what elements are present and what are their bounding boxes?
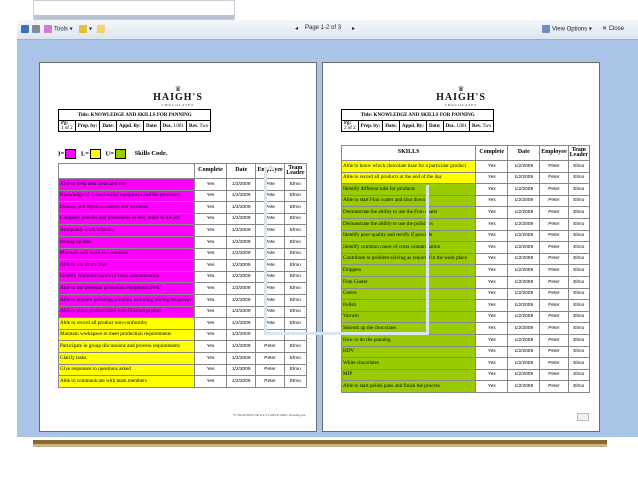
leader-cell: Elmo: [284, 179, 306, 191]
employee-cell: Pete: [256, 283, 284, 295]
complete-cell: Yes: [476, 288, 508, 300]
employee-cell: Peter: [540, 358, 568, 370]
date-cell: 1/2/2009: [227, 248, 256, 260]
date-cell: 1/2/2009: [508, 300, 540, 312]
date-cell: 1/2/2009: [227, 179, 256, 191]
skill-cell: Centre: [342, 288, 476, 300]
skill-cell: Varnish: [342, 311, 476, 323]
leader-cell: Elmo: [568, 242, 589, 254]
skill-cell: Give responses to questions asked: [59, 364, 195, 376]
complete-cell: Yes: [195, 318, 227, 330]
date-cell: 1/2/2009: [227, 306, 256, 318]
date-cell: 1/2/2009: [227, 294, 256, 306]
column-header: Complete: [195, 164, 227, 179]
date-cell: 1/2/2009: [508, 311, 540, 323]
employee-cell: Peter: [540, 288, 568, 300]
leader-cell: Elmo: [568, 300, 589, 312]
complete-cell: Yes: [195, 179, 227, 191]
date-cell: 1/2/2009: [508, 253, 540, 265]
close-button[interactable]: ✕ Close: [602, 26, 625, 32]
complete-cell: Yes: [195, 225, 227, 237]
leader-cell: Elmo: [568, 207, 589, 219]
date-cell: 1/2/2009: [227, 190, 256, 202]
employee-cell: Peter: [540, 311, 568, 323]
skill-cell: Identify and report accidents and incidents: [59, 202, 195, 214]
employee-cell: Peter: [540, 276, 568, 288]
date-cell: 1/2/2009: [227, 225, 256, 237]
complete-cell: Yes: [476, 300, 508, 312]
leader-cell: Elmo: [284, 364, 306, 376]
date-cell: 1/2/2009: [508, 369, 540, 381]
employee-cell: Peter: [540, 207, 568, 219]
skill-cell: Able to record all products at the end of the day: [342, 172, 476, 184]
crest-icon: ♛: [174, 85, 182, 93]
column-header: Team Leader: [284, 164, 306, 179]
table-row: [59, 341, 307, 353]
complete-cell: Yes: [195, 329, 227, 341]
skill-cell: Polish: [342, 300, 476, 312]
date-cell: 1/2/2009: [508, 218, 540, 230]
leader-cell: Elmo: [284, 283, 306, 295]
leader-cell: Elmo: [568, 195, 589, 207]
leader-cell: Elmo: [568, 369, 589, 381]
employee-cell: Peter: [256, 376, 284, 388]
date-cell: 1/2/2009: [508, 230, 540, 242]
employee-cell: Pete: [256, 225, 284, 237]
doc-title: Title: KNOWLEDGE AND SKILLS FOR PANNING: [59, 110, 211, 121]
leader-cell: Elmo: [284, 376, 306, 388]
skill-cell: Able to keep area clean and tidy: [59, 179, 195, 191]
date-cell: 1/2/2009: [227, 202, 256, 214]
complete-cell: Yes: [195, 248, 227, 260]
close-icon: ✕: [602, 26, 608, 32]
table-row: [342, 161, 590, 173]
complete-cell: Yes: [476, 184, 508, 196]
tools-icon: [44, 25, 52, 33]
haighs-logo: ♛ HAIGH'S CHOCOLATES: [323, 85, 599, 107]
haighs-logo: ♛ HAIGH'S CHOCOLATES: [40, 85, 316, 107]
column-header: Team Leader: [568, 146, 589, 161]
leader-cell: Elmo: [284, 352, 306, 364]
table-row: [342, 172, 590, 184]
leader-cell: Elmo: [284, 260, 306, 272]
date-cell: Date:: [383, 121, 400, 132]
prev-page-button[interactable]: ◂: [295, 26, 299, 32]
skill-cell: Identify different tubs for products: [342, 184, 476, 196]
complete-cell: Yes: [476, 207, 508, 219]
connector-horizontal: [264, 329, 429, 335]
pg-cell: Pg: 2 of 2: [342, 121, 359, 132]
skill-cell: Acceptable work behavior: [59, 225, 195, 237]
connector-right-vertical: [423, 185, 429, 332]
employee-cell: Pete: [256, 271, 284, 283]
skill-cell: Able to start polish pans and finish the process: [342, 381, 476, 393]
pen-icon: [79, 25, 87, 33]
top-window-strip: [33, 0, 235, 20]
table-row: [342, 346, 590, 358]
table-row: [342, 369, 590, 381]
complete-cell: Yes: [476, 334, 508, 346]
table-row: [59, 352, 307, 364]
doc-header-table: [58, 109, 211, 132]
date-cell: 1/2/2009: [227, 364, 256, 376]
doc-cell: Doc. L081: [443, 121, 469, 132]
leader-cell: Elmo: [568, 311, 589, 323]
employee-cell: Peter: [540, 242, 568, 254]
complete-cell: Yes: [476, 265, 508, 277]
save-icon[interactable]: [21, 25, 31, 33]
leader-cell: Elmo: [284, 294, 306, 306]
leader-cell: Elmo: [568, 218, 589, 230]
leader-cell: Elmo: [284, 248, 306, 260]
column-header: Date: [508, 146, 540, 161]
complete-cell: Yes: [476, 161, 508, 173]
document-viewer[interactable]: [17, 40, 638, 437]
date-cell: 1/2/2009: [227, 376, 256, 388]
complete-cell: Yes: [476, 276, 508, 288]
skill-cell: Participate in group discussions and process requirements: [59, 341, 195, 353]
skill-cell: Able to prepare polishing solution, including mixing the polish: [59, 294, 195, 306]
employee-cell: Peter: [540, 172, 568, 184]
page-2: [322, 62, 600, 432]
complete-cell: Yes: [195, 260, 227, 272]
complete-cell: Yes: [476, 381, 508, 393]
doc-cell: Doc. L081: [160, 121, 186, 132]
leader-cell: Elmo: [568, 323, 589, 335]
skill-cell: Demonstrate the ability to use the polishers: [342, 218, 476, 230]
appd-cell: Appd. By:: [399, 121, 426, 132]
column-header: Complete: [476, 146, 508, 161]
leader-cell: Elmo: [284, 213, 306, 225]
employee-cell: Pete: [256, 306, 284, 318]
doc-header-table: [341, 109, 494, 132]
leader-cell: Elmo: [568, 346, 589, 358]
complete-cell: Yes: [195, 271, 227, 283]
employee-cell: Peter: [540, 369, 568, 381]
employee-cell: Pete: [256, 190, 284, 202]
page-1: [39, 62, 317, 432]
complete-cell: Yes: [476, 172, 508, 184]
leader-cell: Elmo: [568, 172, 589, 184]
table-row: [342, 218, 590, 230]
tools-menu[interactable]: Tools ▾: [44, 25, 73, 33]
complete-cell: Yes: [195, 364, 227, 376]
leader-cell: Elmo: [284, 236, 306, 248]
employee-cell: Peter: [540, 346, 568, 358]
date-cell: 1/2/2009: [508, 381, 540, 393]
employee-cell: Peter: [540, 161, 568, 173]
employee-cell: Pete: [256, 236, 284, 248]
date-cell: 1/2/2009: [227, 329, 256, 341]
skill-cell: Finn Coater: [342, 276, 476, 288]
skill-cell: Able to start Finn coater and shut down: [342, 195, 476, 207]
table-row: [342, 276, 590, 288]
complete-cell: Yes: [195, 294, 227, 306]
date-cell: 1/2/2009: [508, 276, 540, 288]
prep-cell: Prep. by:: [75, 121, 100, 132]
leader-cell: Elmo: [284, 202, 306, 214]
leader-cell: Elmo: [568, 276, 589, 288]
skill-cell: Identify common causes of cross contamination: [59, 271, 195, 283]
appd-cell: Appd. By:: [116, 121, 143, 132]
comment-button[interactable]: [97, 25, 107, 33]
date-cell: Date:: [100, 121, 117, 132]
date-cell: 1/2/2009: [227, 213, 256, 225]
column-header: Employee: [256, 164, 284, 179]
complete-cell: Yes: [195, 190, 227, 202]
skill-cell: Maintain workspace to meet production requirements: [59, 329, 195, 341]
skill-cell: Contribute to problem solving as required in the work place: [342, 253, 476, 265]
table-row: [342, 242, 590, 254]
date-cell: 1/2/2009: [508, 207, 540, 219]
legend-green-swatch: [115, 149, 126, 159]
table-row: [59, 376, 307, 388]
leader-cell: Elmo: [568, 381, 589, 393]
leader-cell: Elmo: [568, 358, 589, 370]
leader-cell: Elmo: [284, 306, 306, 318]
employee-cell: Pete: [256, 248, 284, 260]
complete-cell: Yes: [476, 346, 508, 358]
file-path-footer: Y:\TRAINING\SKILLS TABLE\Skills Panning.doc: [233, 413, 306, 417]
complete-cell: Yes: [476, 242, 508, 254]
date-cell: 1/2/2009: [508, 161, 540, 173]
comment-icon: [97, 25, 105, 33]
date-cell: 1/2/2009: [227, 318, 256, 330]
skill-cell: Able to use drum tilter: [59, 260, 195, 272]
employee-cell: Peter: [540, 253, 568, 265]
complete-cell: Yes: [476, 311, 508, 323]
employee-cell: Peter: [256, 341, 284, 353]
print-icon[interactable]: [32, 25, 42, 33]
employee-cell: Peter: [540, 381, 568, 393]
leader-cell: Elmo: [284, 190, 306, 202]
complete-cell: Yes: [195, 202, 227, 214]
date-cell: 1/2/2009: [227, 271, 256, 283]
table-row: [342, 230, 590, 242]
skill-cell: Maintain safe work environment: [59, 248, 195, 260]
date-cell: 1/2/2009: [227, 236, 256, 248]
date-cell: 1/2/2009: [508, 265, 540, 277]
skill-cell: MIP: [342, 369, 476, 381]
skill-cell: Clarify tasks: [59, 352, 195, 364]
table-row: [342, 381, 590, 393]
date-cell: 1/2/2009: [508, 334, 540, 346]
view-icon: [542, 25, 550, 33]
leader-cell: Elmo: [568, 230, 589, 242]
complete-cell: Yes: [476, 358, 508, 370]
leader-cell: Elmo: [284, 225, 306, 237]
complete-cell: Yes: [195, 213, 227, 225]
skill-cell: Identify common cause of cross contamination: [342, 242, 476, 254]
date-cell: 1/2/2009: [508, 184, 540, 196]
table-row: [342, 184, 590, 196]
date-cell: 1/2/2009: [508, 323, 540, 335]
employee-cell: Pete: [256, 179, 284, 191]
employee-cell: Peter: [540, 184, 568, 196]
leader-cell: Elmo: [568, 253, 589, 265]
leader-cell: Elmo: [568, 334, 589, 346]
complete-cell: Yes: [195, 283, 227, 295]
date-cell: 1/2/2009: [227, 260, 256, 272]
skills-table-page-2: [341, 145, 590, 393]
skill-cell: White chocolates: [342, 358, 476, 370]
skill-cell: Drippers: [342, 265, 476, 277]
complete-cell: Yes: [195, 306, 227, 318]
complete-cell: Yes: [195, 352, 227, 364]
skill-cell: Identify poor quality and rectify if possible: [342, 230, 476, 242]
employee-cell: Peter: [540, 195, 568, 207]
skill-cell: Able to use personal protection equipment (PPE): [59, 283, 195, 295]
view-options-menu[interactable]: View Options ▾: [542, 25, 592, 33]
employee-cell: Pete: [256, 202, 284, 214]
next-page-button[interactable]: ▸: [352, 26, 356, 32]
skill-cell: Smooth up the chocolates: [342, 323, 476, 335]
prep-cell: Prep. by:: [358, 121, 383, 132]
leader-cell: Elmo: [284, 271, 306, 283]
skills-legend: I= L= U= Skills Code.: [58, 150, 168, 158]
employee-cell: Pete: [256, 318, 284, 330]
pg-cell: Pg: 1 of 2: [59, 121, 76, 132]
date-cell: 1/2/2009: [508, 195, 540, 207]
date-cell: 1/2/2009: [227, 352, 256, 364]
complete-cell: Yes: [476, 253, 508, 265]
skill-cell: HDV: [342, 346, 476, 358]
column-header: SKILLS: [342, 146, 476, 161]
leader-cell: Elmo: [568, 265, 589, 277]
table-row: [342, 300, 590, 312]
rev-cell: Rev. Two: [470, 121, 494, 132]
leader-cell: Elmo: [568, 184, 589, 196]
employee-cell: Pete: [256, 294, 284, 306]
table-row: [59, 364, 307, 376]
skill-cell: Able to communicate with team members: [59, 376, 195, 388]
employee-cell: Peter: [540, 265, 568, 277]
page-curl-icon: [577, 413, 589, 421]
employee-cell: Peter: [256, 352, 284, 364]
skill-cell: Able to place product label with finished product: [59, 306, 195, 318]
complete-cell: Yes: [476, 230, 508, 242]
employee-cell: Peter: [540, 300, 568, 312]
employee-cell: Peter: [540, 323, 568, 335]
table-header-row: [342, 146, 590, 161]
table-row: [342, 334, 590, 346]
table-row: [342, 207, 590, 219]
date2-cell: Date:: [426, 121, 443, 132]
date2-cell: Date:: [143, 121, 160, 132]
complete-cell: Yes: [476, 195, 508, 207]
connector-left-vertical: [264, 167, 275, 335]
table-row: [342, 311, 590, 323]
leader-cell: Elmo: [284, 341, 306, 353]
crest-icon: ♛: [457, 85, 465, 93]
legend-magenta-swatch: [65, 149, 76, 159]
table-row: [342, 288, 590, 300]
date-cell: 1/2/2009: [508, 358, 540, 370]
employee-cell: Peter: [540, 334, 568, 346]
complete-cell: Yes: [195, 376, 227, 388]
toolbar: [17, 20, 638, 40]
employee-cell: Peter: [256, 364, 284, 376]
table-row: [342, 195, 590, 207]
date-cell: 1/2/2009: [227, 283, 256, 295]
employee-cell: Pete: [256, 213, 284, 225]
complete-cell: Yes: [195, 341, 227, 353]
skill-cell: Demonstrate the ability to use the Finn coater: [342, 207, 476, 219]
date-cell: 1/2/2009: [508, 172, 540, 184]
column-header: Date: [227, 164, 256, 179]
skill-cell: Knowledge of correct safety equipment and the processes: [59, 190, 195, 202]
date-cell: 1/2/2009: [508, 288, 540, 300]
table-row: [342, 265, 590, 277]
employee-cell: Pete: [256, 260, 284, 272]
highlight-button[interactable]: ▾: [79, 25, 92, 33]
date-cell: 1/2/2009: [508, 242, 540, 254]
skill-cell: How to do the panning: [342, 334, 476, 346]
leader-cell: Elmo: [568, 288, 589, 300]
page-indicator: Page 1-2 of 3: [305, 25, 342, 31]
table-row: [342, 358, 590, 370]
leader-cell: Elmo: [284, 318, 306, 330]
table-row: [342, 253, 590, 265]
complete-cell: Yes: [476, 218, 508, 230]
date-cell: 1/2/2009: [227, 341, 256, 353]
date-cell: 1/2/2009: [508, 346, 540, 358]
employee-cell: Peter: [540, 230, 568, 242]
legend-yellow-swatch: [90, 149, 101, 159]
skill-cell: Setting up tubs: [59, 236, 195, 248]
complete-cell: Yes: [476, 369, 508, 381]
skill-cell: Able to record all product non-conformity: [59, 318, 195, 330]
column-header: Employee: [540, 146, 568, 161]
rev-cell: Rev. Two: [187, 121, 211, 132]
doc-title: Title: KNOWLEDGE AND SKILLS FOR PANNING: [342, 110, 494, 121]
leader-cell: Elmo: [568, 161, 589, 173]
complete-cell: Yes: [195, 236, 227, 248]
bottom-rule-shadow: [33, 444, 607, 447]
employee-cell: Pete: [256, 329, 284, 341]
employee-cell: Peter: [540, 218, 568, 230]
complete-cell: Yes: [476, 323, 508, 335]
skill-cell: Company policies and procedures as they relate to the job: [59, 213, 195, 225]
leader-cell: Elmo: [284, 329, 306, 341]
skill-cell: Able to know which chocolate base for a particular product: [342, 161, 476, 173]
column-header: [59, 164, 195, 179]
